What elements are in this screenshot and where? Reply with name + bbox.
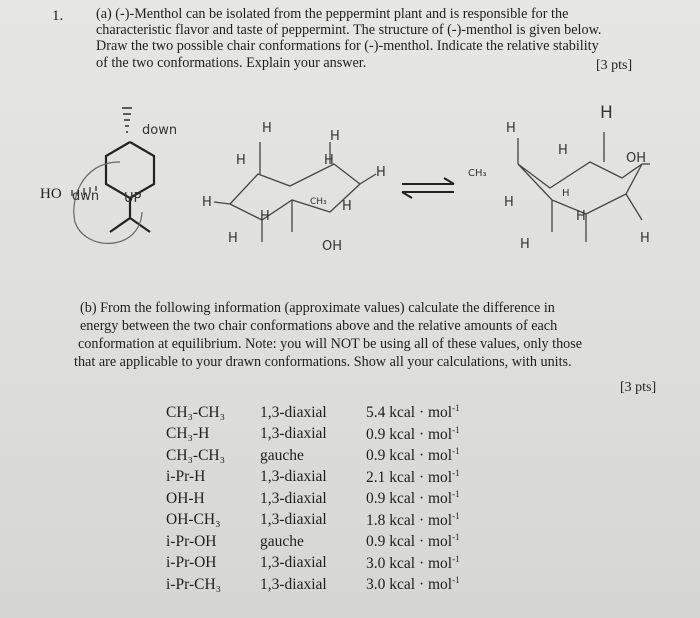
menthol-structure-figure <box>30 92 690 272</box>
interaction-type: 1,3-diaxial <box>260 554 327 572</box>
interaction-pair: CH₃-H <box>166 425 210 443</box>
part-a-line-1: (a) (-)-Menthol can be isolated from the peppermint plant and is responsible for the <box>96 6 569 22</box>
interaction-type: 1,3-diaxial <box>260 403 327 421</box>
energy-row <box>152 531 526 553</box>
energy-row <box>152 467 526 489</box>
svg-text:H: H <box>576 209 586 224</box>
energy-row <box>152 445 526 467</box>
interaction-type: 1,3-diaxial <box>260 425 327 443</box>
interaction-pair: i-Pr-OH <box>166 532 217 550</box>
energy-row <box>152 574 526 596</box>
part-a-line-4: of the two conformations. Explain your answer. <box>96 55 367 71</box>
interaction-energy: 5.4 kcal · mol$^{-1}$ <box>366 403 460 422</box>
svg-text:CH₃: CH₃ <box>468 168 487 179</box>
chair-1-labels <box>202 121 386 254</box>
interaction-energy: 0.9 kcal · mol$^{-1}$ <box>366 424 460 443</box>
interaction-energy: 1.8 kcal · mol$^{-1}$ <box>366 510 460 529</box>
part-b-line-3: conformation at equilibrium. Note: you will NOT be using all of these values, only those <box>78 336 583 352</box>
menthol-ring <box>106 142 154 232</box>
interaction-energy: 0.9 kcal · mol$^{-1}$ <box>366 489 460 508</box>
interaction-type: 1,3-diaxial <box>260 511 327 529</box>
svg-text:H: H <box>324 153 334 168</box>
svg-text:H: H <box>562 188 570 199</box>
interaction-energy: 0.9 kcal · mol$^{-1}$ <box>366 532 460 551</box>
part-b-line-2: energy between the two chair conformations above and the relative amounts of each <box>80 318 558 334</box>
part-b-points: [3 pts] <box>620 380 657 395</box>
ho-label: HO <box>40 186 62 202</box>
part-b-line-4: that are applicable to your drawn conformations. Show all your calculations, with units. <box>74 354 572 370</box>
hashed-bond <box>122 108 132 132</box>
interaction-energy: 0.9 kcal · mol$^{-1}$ <box>366 446 460 465</box>
interaction-energy: 3.0 kcal · mol$^{-1}$ <box>366 553 460 572</box>
interaction-type: 1,3-diaxial <box>260 468 327 486</box>
svg-text:H: H <box>506 121 516 136</box>
svg-text:H: H <box>600 103 613 123</box>
question-number: 1. <box>52 8 64 24</box>
svg-text:H: H <box>228 231 238 246</box>
svg-text:H: H <box>202 195 212 210</box>
handwritten-down-label: down <box>142 123 178 138</box>
energy-row <box>152 488 526 510</box>
interaction-pair: i-Pr-CH₃ <box>166 575 222 593</box>
energy-row <box>152 424 526 446</box>
part-b-line-1: (b) From the following information (approximate values) calculate the difference in <box>80 300 555 316</box>
interaction-type: 1,3-diaxial <box>260 575 327 593</box>
part-a-line-2: characteristic flavor and taste of peppermint. The structure of (-)-menthol is given below. <box>96 22 602 38</box>
svg-text:H: H <box>504 195 514 210</box>
energy-row <box>152 510 526 532</box>
energy-values-table <box>152 402 526 596</box>
svg-text:H: H <box>640 231 650 246</box>
svg-text:H: H <box>376 165 386 180</box>
svg-text:OH: OH <box>322 239 343 254</box>
interaction-pair: OH-CH₃ <box>166 511 221 529</box>
svg-text:H: H <box>262 121 272 136</box>
interaction-pair: OH-H <box>166 489 205 507</box>
svg-text:H: H <box>236 153 246 168</box>
chair-conformation-2 <box>518 132 650 242</box>
svg-text:CH₃: CH₃ <box>310 197 327 207</box>
handwritten-dwn-label: dwn <box>72 189 100 204</box>
interaction-energy: 3.0 kcal · mol$^{-1}$ <box>366 575 460 594</box>
interaction-type: gauche <box>260 446 304 464</box>
interaction-pair: CH₃-CH₃ <box>166 446 226 464</box>
equilibrium-arrows <box>402 178 454 198</box>
part-a-points: [3 pts] <box>596 58 633 73</box>
part-a-line-3: Draw the two possible chair conformations for (-)-menthol. Indicate the relative stability <box>96 38 599 54</box>
svg-text:H: H <box>520 237 530 252</box>
interaction-energy: 2.1 kcal · mol$^{-1}$ <box>366 467 460 486</box>
interaction-pair: i-Pr-H <box>166 468 206 486</box>
handwritten-up-label: UP <box>124 191 142 206</box>
svg-text:H: H <box>558 143 568 158</box>
interaction-type: gauche <box>260 532 304 550</box>
svg-text:H: H <box>260 209 270 224</box>
interaction-type: 1,3-diaxial <box>260 489 327 507</box>
energy-row <box>152 553 526 575</box>
energy-row <box>152 402 526 424</box>
interaction-pair: CH₃-CH₃ <box>166 403 226 421</box>
svg-text:H: H <box>342 199 352 214</box>
svg-text:OH: OH <box>626 151 647 166</box>
svg-text:H: H <box>330 129 340 144</box>
interaction-pair: i-Pr-OH <box>166 554 217 572</box>
